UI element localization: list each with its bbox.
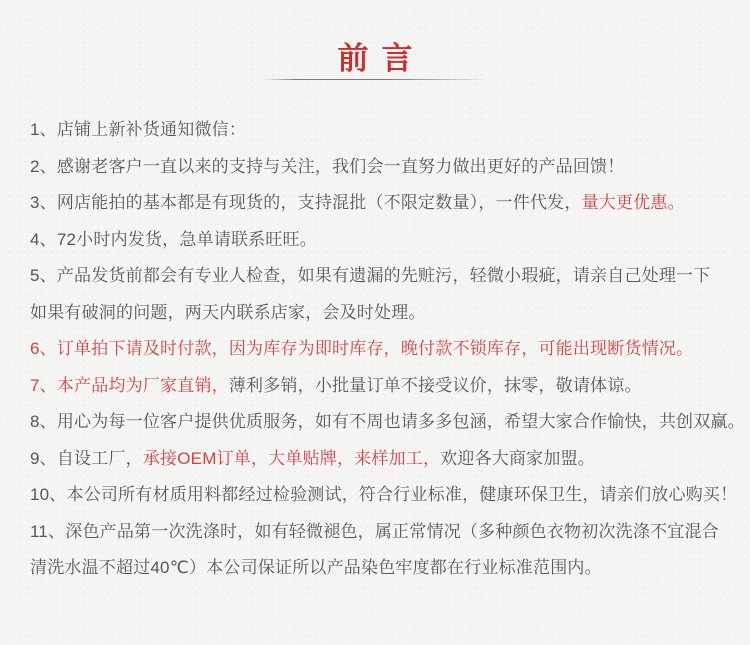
notice-line — [30, 112, 750, 149]
notice-line — [30, 477, 750, 514]
notice-line — [30, 258, 750, 295]
notice-line — [30, 149, 750, 186]
page-title: 前言 — [337, 41, 426, 76]
notice-list — [30, 112, 750, 587]
notice-line — [30, 514, 750, 551]
notice-text-segment: 量大更优惠。 — [581, 193, 685, 212]
notice-text-segment: 1、店铺上新补货通知微信： — [30, 120, 247, 139]
notice-text-segment: 3、网店能拍的基本都是有现货的，支持混批（不限定数量），一件代发， — [30, 193, 582, 212]
notice-text-segment: 10、本公司所有材质用料都经过检验测试，符合行业标准，健康环保卫生，请亲们放心购买！ — [30, 485, 738, 504]
notice-text-segment: 2、感谢老客户一直以来的支持与关注，我们会一直努力做出更好的产品回馈！ — [30, 156, 625, 176]
notice-text-segment: 清洗水温不超过40℃）本公司保证所以产品染色牢度都在行业标准范围内。 — [30, 558, 602, 577]
notice-text-segment: 11、深色产品第一次洗涤时，如有轻微褪色，属正常情况（多种颜色衣物初次洗涤不宜混合 — [30, 521, 719, 541]
notice-line — [30, 331, 750, 368]
notice-text-segment: 6、订单拍下请及时付款，因为库存为即时库存，晚付款不锁库存，可能出现断货情况。 — [30, 339, 694, 358]
notice-text-segment: 5、产品发货前都会有专业人检查，如果有遗漏的先赃污，轻微小瑕疵，请亲自己处理一下 — [30, 266, 711, 285]
notice-text-segment: 承接OEM订单，大单贴牌，来样加工， — [142, 448, 441, 468]
notice-text-segment: 7、本产品均为厂家直销， — [30, 375, 229, 395]
notice-text-segment: 薄利多销，小批量订单不接受议价，抹零，敬请体谅。 — [228, 375, 642, 395]
notice-line — [30, 550, 750, 587]
page-header — [0, 42, 750, 80]
notice-text-segment: 欢迎各大商家加盟。 — [440, 448, 595, 468]
notice-line — [30, 441, 750, 478]
notice-line — [30, 222, 750, 259]
notice-line — [30, 368, 750, 405]
title-underline-divider — [264, 79, 486, 80]
notice-text-segment: 8、用心为每一位客户提供优质服务，如有不周也请多多包涵，希望大家合作愉快，共创双赢。 — [30, 412, 745, 431]
notice-line — [30, 185, 750, 222]
notice-line — [30, 295, 750, 332]
notice-line — [30, 404, 750, 441]
notice-text-segment: 9、自设工厂， — [30, 448, 143, 468]
notice-text-segment: 4、72小时内发货，急单请联系旺旺。 — [30, 229, 317, 249]
notice-text-segment: 如果有破洞的问题，两天内联系店家，会及时处理。 — [30, 302, 426, 322]
